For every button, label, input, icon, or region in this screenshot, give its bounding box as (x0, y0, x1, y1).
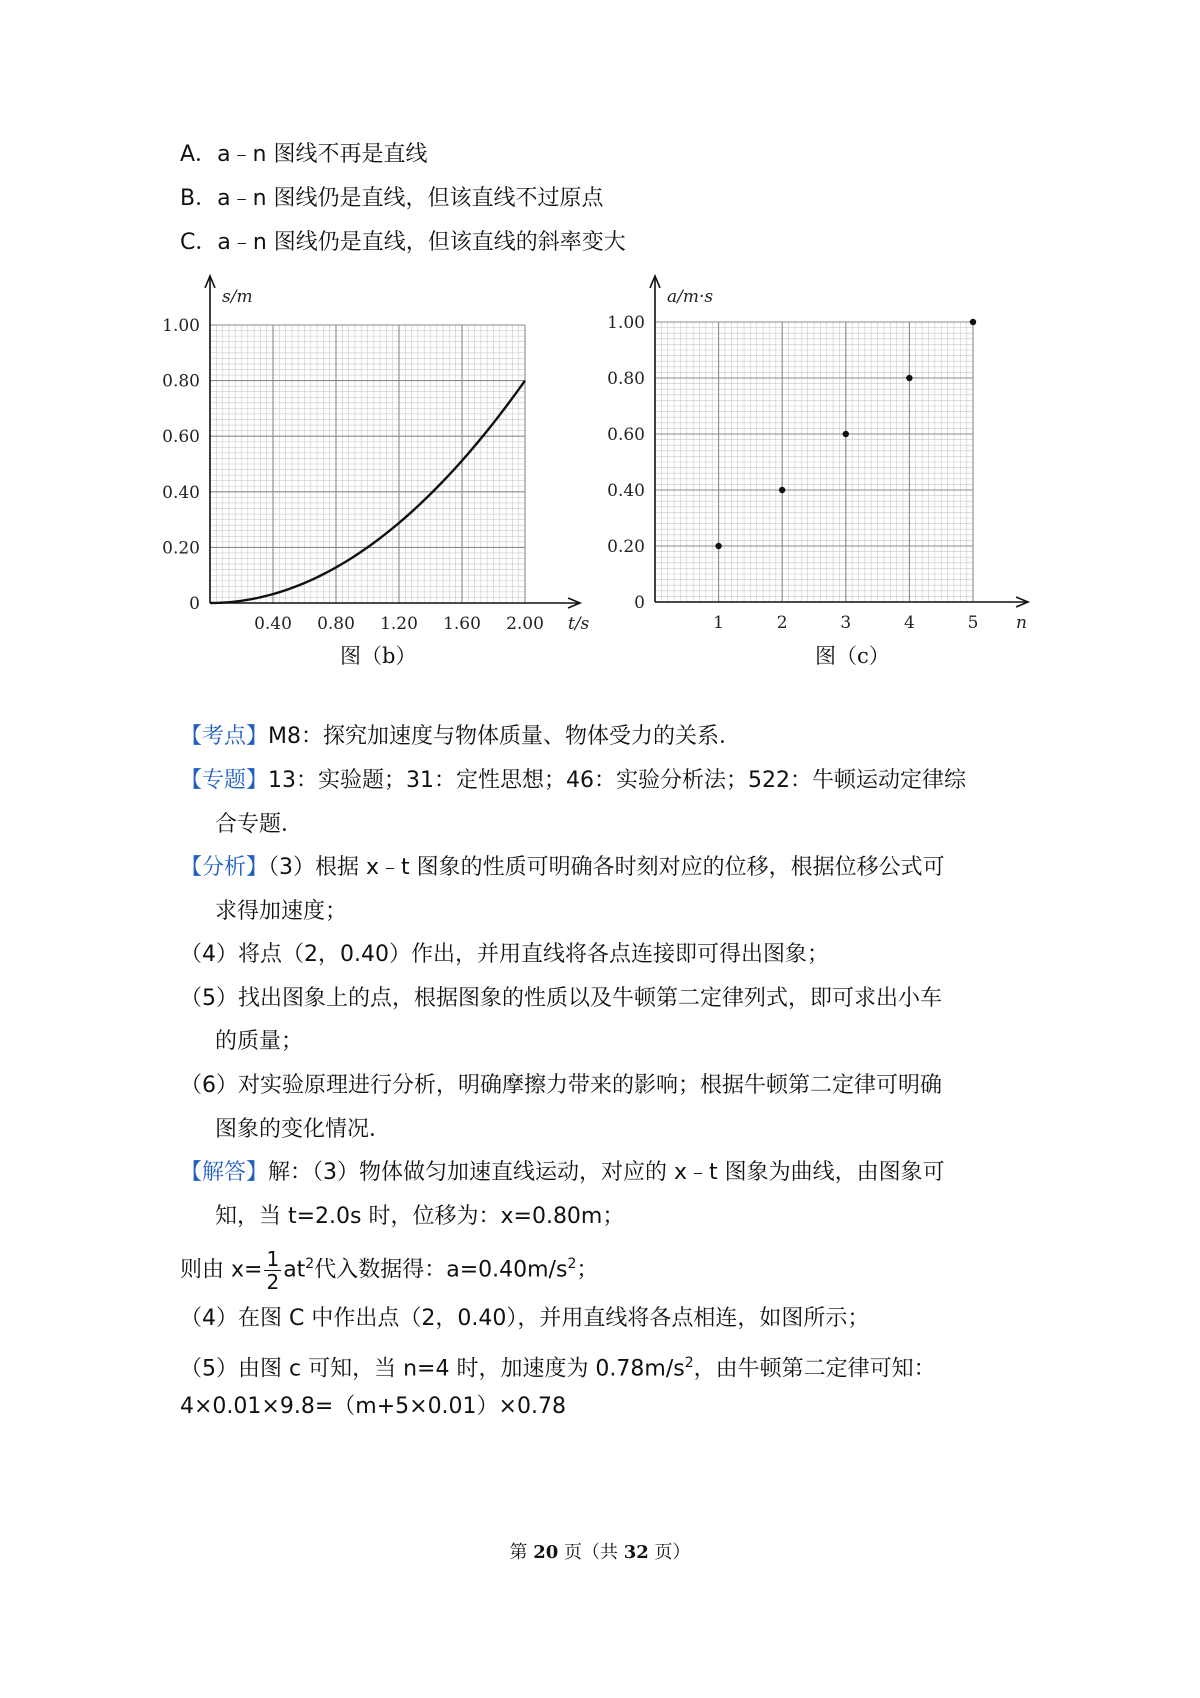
analysis-4: （4）将点（2，0.40）作出，并用直线将各点连接即可得出图象； (180, 942, 829, 967)
footer-prefix: 第 (509, 1542, 534, 1563)
x-tick-label: 2 (776, 613, 788, 633)
option-text: a﹣n 图线仍是直线，但该直线的斜率变大 (217, 230, 626, 255)
x-tick-label: 1 (713, 613, 725, 633)
option-c (180, 228, 626, 258)
formula-prefix: 则由 x= (180, 1257, 263, 1283)
solution-5-exponent: 2 (684, 1355, 694, 1371)
data-point (715, 543, 721, 549)
data-point (779, 487, 785, 493)
analysis-6: （6）对实验原理进行分析，明确摩擦力带来的影响；根据牛顿第二定律可明确 (180, 1073, 942, 1098)
y-tick-label: 0 (189, 594, 200, 614)
jieda-text: 解：（3）物体做匀加速直线运动，对应的 x﹣t 图象为曲线，由图象可 (268, 1160, 945, 1185)
y-tick-label: 0.60 (607, 425, 645, 445)
y-tick-label: 0.60 (162, 427, 200, 448)
x-tick-label: 1.20 (380, 614, 418, 634)
kaodian-tag: 【考点】 (180, 724, 269, 749)
page-footer (0, 1538, 1200, 1564)
y-tick-label: 0.20 (607, 537, 645, 557)
formula-exponent: 2 (305, 1256, 315, 1272)
x-tick-label: 1.60 (443, 614, 481, 634)
y-axis-label: s/m (222, 287, 253, 307)
x-axis-label: t/s (568, 614, 590, 634)
y-tick-label: 0 (634, 593, 645, 613)
kaodian-text: M8：探究加速度与物体质量、物体受力的关系． (268, 724, 741, 749)
solution-5-text: （5）由图 c 可知，当 n=4 时，加速度为 0.78m/s (180, 1356, 685, 1382)
formula-unit-exponent: 2 (567, 1256, 577, 1272)
analysis-6-cont: 图象的变化情况． (215, 1117, 392, 1142)
solution-equation: 4×0.01×9.8=（m+5×0.01）×0.78 (180, 1394, 566, 1419)
y-tick-label: 0.40 (607, 481, 645, 501)
x-tick-label: 0.80 (317, 614, 355, 634)
fenxi-text: （3）根据 x﹣t 图象的性质可明确各时刻对应的位移，根据位移公式可 (268, 855, 945, 880)
data-point (843, 431, 849, 437)
y-tick-label: 0.40 (162, 482, 200, 503)
y-tick-label: 0.20 (162, 538, 200, 559)
footer-mid: 页（共 (558, 1542, 624, 1563)
data-point (970, 319, 976, 325)
x-tick-label: 5 (967, 613, 979, 633)
figure-c-caption: 图（c） (815, 644, 890, 668)
x-tick-label: 3 (840, 613, 852, 633)
option-text: a﹣n 图线仍是直线，但该直线不过原点 (217, 186, 604, 211)
section-jieda (180, 1158, 945, 1188)
page-number: 20 (533, 1542, 559, 1563)
data-point (906, 375, 912, 381)
y-tick-label: 1.00 (162, 316, 200, 336)
option-letter: C． (180, 230, 218, 255)
section-zhuanti (180, 766, 966, 796)
option-b (180, 184, 604, 214)
fenxi-tag: 【分析】 (180, 855, 269, 880)
y-axis-label: a/m·s (667, 287, 714, 307)
y-tick-label: 1.00 (607, 313, 645, 333)
x-axis-label: n (1016, 613, 1027, 633)
x-tick-label: 4 (903, 613, 915, 633)
chart-b (155, 270, 595, 640)
zhuanti-text: 13：实验题；31：定性思想；46：实验分析法；522：牛顿运动定律综 (268, 768, 966, 793)
solution-5 (180, 1348, 936, 1384)
fraction-numerator: 1 (266, 1246, 280, 1271)
formula-suffix: 代入数据得：a=0.40m/s (314, 1257, 568, 1283)
footer-suffix: 页） (648, 1542, 691, 1563)
y-tick-label: 0.80 (607, 369, 645, 389)
formula-line (180, 1235, 598, 1299)
formula-end: ； (576, 1257, 599, 1283)
section-fenxi (180, 853, 945, 883)
total-pages: 32 (623, 1542, 649, 1563)
x-tick-label: 0.40 (254, 614, 292, 634)
option-a (180, 140, 427, 170)
fenxi-text-cont: 求得加速度； (215, 899, 348, 924)
chart-c (600, 270, 1040, 640)
figure-b-caption: 图（b） (340, 644, 417, 668)
solution-4: （4）在图 C 中作出点（2，0.40），并用直线将各点相连，如图所示； (180, 1306, 870, 1331)
formula-variable: at (283, 1257, 306, 1283)
solution-5-text-end: ，由牛顿第二定律可知： (693, 1356, 936, 1382)
jieda-text-cont: 知，当 t=2.0s 时，位移为：x=0.80m； (215, 1204, 625, 1229)
y-tick-label: 0.80 (162, 371, 200, 392)
analysis-5-cont: 的质量； (215, 1029, 304, 1054)
fraction-denominator: 2 (266, 1269, 280, 1294)
section-kaodian (180, 722, 741, 752)
zhuanti-text-cont: 合专题． (215, 812, 304, 837)
analysis-5: （5）找出图象上的点，根据图象的性质以及牛顿第二定律列式，即可求出小车 (180, 986, 942, 1011)
option-letter: A． (180, 142, 218, 167)
option-text: a﹣n 图线不再是直线 (217, 142, 428, 167)
zhuanti-tag: 【专题】 (180, 768, 269, 793)
fraction (264, 1248, 281, 1293)
jieda-tag: 【解答】 (180, 1160, 269, 1185)
x-tick-label: 2.00 (506, 614, 544, 634)
option-letter: B． (180, 186, 218, 211)
